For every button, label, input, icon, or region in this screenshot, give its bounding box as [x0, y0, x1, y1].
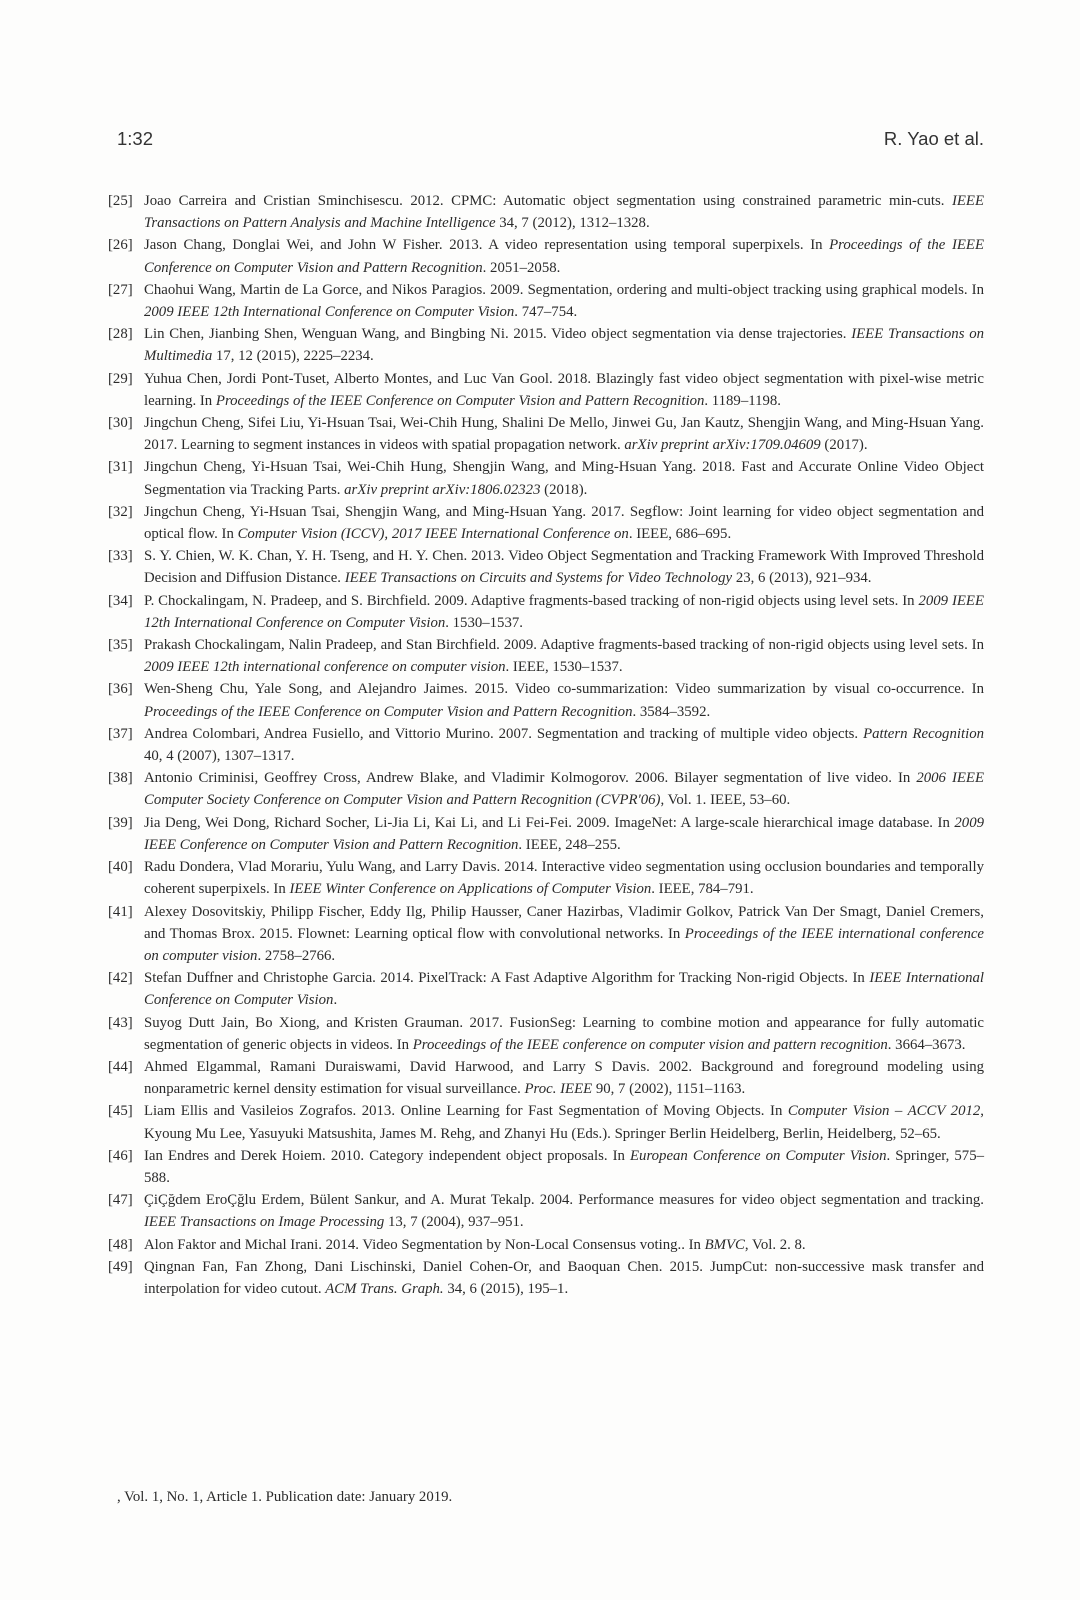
reference-number: [47] — [108, 1192, 133, 1209]
reference-details: . 3664–3673. — [887, 1036, 966, 1053]
reference-item — [108, 323, 984, 367]
reference-item — [108, 412, 984, 456]
reference-item — [108, 723, 984, 767]
page-footer: , Vol. 1, No. 1, Article 1. Publication date: January 2019. — [117, 1489, 453, 1505]
reference-number: [25] — [108, 193, 133, 209]
reference-text: Antonio Criminisi, Geoffrey Cross, Andrew Blake, and Vladimir Kolmogorov. 2006. Bilayer segmentation of live video. In — [144, 770, 917, 787]
reference-venue: Computer Vision – ACCV 2012 — [787, 1103, 981, 1120]
reference-number: [36] — [108, 681, 133, 698]
reference-venue: ACM Trans. Graph. — [325, 1280, 444, 1297]
reference-venue: 2009 IEEE 12th International Conference on Computer Vision — [144, 592, 985, 631]
reference-details: . 2051–2058. — [482, 259, 561, 276]
reference-details: 17, 12 (2015), 2225–2234. — [212, 348, 374, 365]
reference-text: Lin Chen, Jianbing Shen, Wenguan Wang, and Bingbing Ni. 2015. Video object segmentation via dense trajectories. — [144, 326, 852, 343]
reference-item — [108, 1189, 984, 1233]
reference-item — [108, 1012, 984, 1056]
reference-text: Stefan Duffner and Christophe Garcia. 2014. PixelTrack: A Fast Adaptive Algorithm for Tracking Non-rigid Objects. In — [144, 970, 870, 987]
reference-details: 34, 7 (2012), 1312–1328. — [495, 215, 650, 232]
reference-item — [108, 1145, 984, 1189]
reference-text: Ahmed Elgammal, Ramani Duraiswami, David Harwood, and Larry S Davis. 2002. Background and foreground modeling using nonparametric kernel density estimation for visual surveillance. — [144, 1058, 984, 1098]
reference-text: Alon Faktor and Michal Irani. 2014. Video Segmentation by Non-Local Consensus voting.. In — [144, 1236, 705, 1253]
reference-number: [45] — [108, 1103, 133, 1120]
reference-number: [37] — [108, 725, 133, 742]
running-authors: R. Yao et al. — [883, 128, 984, 149]
reference-venue: 2009 IEEE 12th International Conference on Computer Vision — [144, 304, 515, 321]
reference-venue: IEEE Transactions on Circuits and Systems for Video Technology — [344, 570, 733, 587]
reference-text: Jingchun Cheng, Sifei Liu, Yi-Hsuan Tsai, Wei-Chih Hung, Shalini De Mello, Jinwei Gu, Jan Kautz, Shengjin Wang, and Ming-Hsuan Yang. 2017. Learning to segment instances in videos with spatial propagation network. — [144, 415, 984, 454]
reference-number: [48] — [108, 1236, 133, 1253]
reference-details: 90, 7 (2002), 1151–1163. — [592, 1081, 746, 1098]
reference-number: [28] — [108, 326, 133, 343]
reference-details: . 747–754. — [514, 304, 578, 321]
reference-details: . 3584–3592. — [632, 703, 711, 720]
reference-text: Joao Carreira and Cristian Sminchisescu. 2012. CPMC: Automatic object segmentation using constrained parametric min-cuts. — [144, 193, 952, 209]
reference-text: Yuhua Chen, Jordi Pont-Tuset, Alberto Montes, and Luc Van Gool. 2018. Blazingly fast video object segmentation with pixel-wise metric learning. In — [144, 370, 984, 409]
reference-venue: IEEE Winter Conference on Applications of Computer Vision — [289, 881, 652, 898]
reference-details: 23, 6 (2013), 921–934. — [732, 570, 872, 587]
reference-venue: arXiv preprint arXiv:1709.04609 — [624, 437, 821, 454]
reference-venue: Computer Vision (ICCV), 2017 IEEE International Conference on — [237, 526, 629, 543]
reference-number: [33] — [108, 548, 133, 565]
reference-item — [108, 1234, 984, 1256]
reference-number: [38] — [108, 770, 133, 787]
reference-venue: Proceedings of the IEEE conference on computer vision and pattern recognition — [412, 1036, 888, 1053]
reference-details: . 1530–1537. — [445, 614, 523, 631]
reference-venue: Proceedings of the IEEE Conference on Computer Vision and Pattern Recognition — [144, 703, 633, 720]
reference-number: [35] — [108, 637, 133, 654]
reference-item — [108, 1256, 984, 1300]
reference-text: Jingchun Cheng, Yi-Hsuan Tsai, Wei-Chih Hung, Shengjin Wang, and Ming-Hsuan Yang. 2018. Fast and Accurate Online Video Object Segmentation via Tracking Parts. — [144, 459, 984, 498]
reference-text: Wen-Sheng Chu, Yale Song, and Alejandro Jaimes. 2015. Video co-summarization: Video summarization by visual co-occurrence. In — [144, 681, 984, 698]
reference-text: Qingnan Fan, Fan Zhong, Dani Lischinski, Daniel Cohen-Or, and Baoquan Chen. 2015. JumpCut: non-successive mask transfer and interpolation for video cutout. — [144, 1258, 984, 1297]
reference-item — [108, 456, 984, 500]
reference-number: [40] — [108, 859, 133, 876]
reference-item — [108, 501, 984, 545]
reference-text: Liam Ellis and Vasileios Zografos. 2013. Online Learning for Fast Segmentation of Moving Objects. In — [144, 1103, 788, 1120]
reference-venue: Proceedings of the IEEE international conference on computer vision — [144, 925, 984, 964]
reference-venue: 2009 IEEE Conference on Computer Vision and Pattern Recognition — [144, 814, 984, 853]
reference-venue: Proceedings of the IEEE Conference on Computer Vision and Pattern Recognition — [215, 392, 705, 409]
reference-item — [108, 678, 984, 722]
reference-number: [49] — [108, 1258, 133, 1275]
reference-details: 13, 7 (2004), 937–951. — [384, 1214, 524, 1231]
reference-details: (2017). — [820, 437, 868, 454]
reference-number: [30] — [108, 415, 133, 432]
reference-text: Jason Chang, Donglai Wei, and John W Fisher. 2013. A video representation using temporal superpixels. In — [144, 237, 830, 254]
reference-item — [108, 967, 984, 1011]
reference-item — [108, 901, 984, 968]
reference-venue: 2009 IEEE 12th international conference on computer vision — [144, 659, 506, 676]
reference-details: . 1189–1198. — [704, 392, 781, 409]
reference-item — [108, 190, 984, 234]
reference-number: [32] — [108, 503, 133, 520]
reference-venue: Proceedings of the IEEE Conference on Computer Vision and Pattern Recognition — [144, 237, 984, 276]
reference-details: . Springer, 575–588. — [144, 1147, 984, 1186]
reference-venue: Pattern Recognition — [863, 725, 984, 742]
reference-venue: BMVC — [704, 1236, 745, 1253]
reference-item — [108, 1100, 984, 1144]
reference-list — [108, 190, 984, 1300]
reference-number: [31] — [108, 459, 133, 476]
reference-text: Ian Endres and Derek Hoiem. 2010. Category independent object proposals. In — [144, 1147, 631, 1164]
reference-text: ÇiÇğdem EroÇğlu Erdem, Bülent Sankur, and A. Murat Tekalp. 2004. Performance measures for video object segmentation and tracking. — [144, 1192, 984, 1209]
reference-item — [108, 812, 984, 856]
reference-text: Jingchun Cheng, Yi-Hsuan Tsai, Shengjin Wang, and Ming-Hsuan Yang. 2017. Segflow: Joint learning for video object segmentation and optical flow. In — [144, 503, 984, 543]
reference-text: P. Chockalingam, N. Pradeep, and S. Birchfield. 2009. Adaptive fragments-based tracking of non-rigid objects using level sets. In — [144, 592, 919, 609]
reference-number: [43] — [108, 1014, 133, 1031]
reference-details: . IEEE, 1530–1537. — [505, 659, 623, 676]
reference-number: [27] — [108, 281, 133, 298]
reference-text: Prakash Chockalingam, Nalin Pradeep, and Stan Birchfield. 2009. Adaptive fragments-based tracking of non-rigid objects using level sets. In — [144, 637, 984, 654]
reference-venue: IEEE Transactions on Image Processing — [144, 1214, 385, 1231]
reference-number: [29] — [108, 370, 133, 387]
reference-number: [42] — [108, 970, 133, 987]
reference-details: , Kyoung Mu Lee, Yasuyuki Matsushita, James M. Rehg, and Zhanyi Hu (Eds.). Springer Berlin Heidelberg, Berlin, Heidelberg, 52–65. — [144, 1103, 984, 1142]
reference-item — [108, 234, 984, 278]
reference-text: Suyog Dutt Jain, Bo Xiong, and Kristen Grauman. 2017. FusionSeg: Learning to combine motion and appearance for fully automatic segmentation of generic objects in videos. In — [144, 1014, 984, 1053]
reference-details: , Vol. 1. IEEE, 53–60. — [660, 792, 791, 809]
reference-item — [108, 767, 984, 811]
reference-venue: IEEE Transactions on Pattern Analysis and Machine Intelligence — [144, 193, 984, 232]
reference-item — [108, 279, 984, 323]
reference-details: . — [333, 992, 338, 1009]
reference-item — [108, 545, 984, 589]
reference-details: . IEEE, 248–255. — [518, 836, 621, 853]
reference-venue: 2006 IEEE Computer Society Conference on Computer Vision and Pattern Recognition (CVPR'06) — [144, 770, 984, 809]
reference-number: [34] — [108, 592, 133, 609]
reference-venue: IEEE Transactions on Multimedia — [144, 326, 984, 365]
reference-item — [108, 1056, 984, 1100]
reference-number: [41] — [108, 903, 133, 920]
reference-text: Radu Dondera, Vlad Morariu, Yulu Wang, and Larry Davis. 2014. Interactive video segmentation using occlusion boundaries and temporally coherent superpixels. In — [144, 859, 984, 898]
reference-item — [108, 590, 984, 634]
reference-venue: IEEE International Conference on Computer Vision — [144, 970, 984, 1009]
reference-details: . IEEE, 784–791. — [651, 881, 754, 898]
reference-text: S. Y. Chien, W. K. Chan, Y. H. Tseng, and H. Y. Chen. 2013. Video Object Segmentation and Tracking Framework With Improved Threshold Decision and Diffusion Distance. — [144, 548, 984, 587]
reference-details: 34, 6 (2015), 195–1. — [443, 1280, 569, 1297]
reference-venue: European Conference on Computer Vision — [630, 1147, 887, 1164]
reference-item — [108, 856, 984, 900]
reference-item — [108, 634, 984, 678]
reference-number: [26] — [108, 237, 133, 254]
reference-number: [44] — [108, 1058, 133, 1075]
reference-venue: arXiv preprint arXiv:1806.02323 — [344, 481, 541, 498]
page-number: 1:32 — [117, 128, 154, 149]
reference-details: . 2758–2766. — [257, 947, 336, 964]
reference-venue: Proc. IEEE — [524, 1081, 593, 1098]
reference-number: [39] — [108, 814, 133, 831]
reference-details: , Vol. 2. 8. — [744, 1236, 806, 1253]
reference-number: [46] — [108, 1147, 133, 1164]
reference-text: Chaohui Wang, Martin de La Gorce, and Nikos Paragios. 2009. Segmentation, ordering and multi-object tracking using graphical models. In — [144, 281, 984, 298]
reference-text: Alexey Dosovitskiy, Philipp Fischer, Eddy Ilg, Philip Hausser, Caner Hazirbas, Vladimir Golkov, Patrick Van Der Smagt, Daniel Cremers, and Thomas Brox. 2015. Flownet: Learning optical flow with convolutional networks. In — [144, 903, 984, 942]
reference-item — [108, 368, 984, 412]
reference-text: Andrea Colombari, Andrea Fusiello, and Vittorio Murino. 2007. Segmentation and tracking of multiple video objects. — [144, 725, 864, 742]
reference-text: Jia Deng, Wei Dong, Richard Socher, Li-Jia Li, Kai Li, and Li Fei-Fei. 2009. ImageNet: A large-scale hierarchical image database. In — [144, 814, 955, 831]
reference-details: . IEEE, 686–695. — [628, 526, 732, 543]
reference-details: (2018). — [540, 481, 588, 498]
reference-details: 40, 4 (2007), 1307–1317. — [144, 748, 295, 765]
page-header — [117, 128, 984, 152]
